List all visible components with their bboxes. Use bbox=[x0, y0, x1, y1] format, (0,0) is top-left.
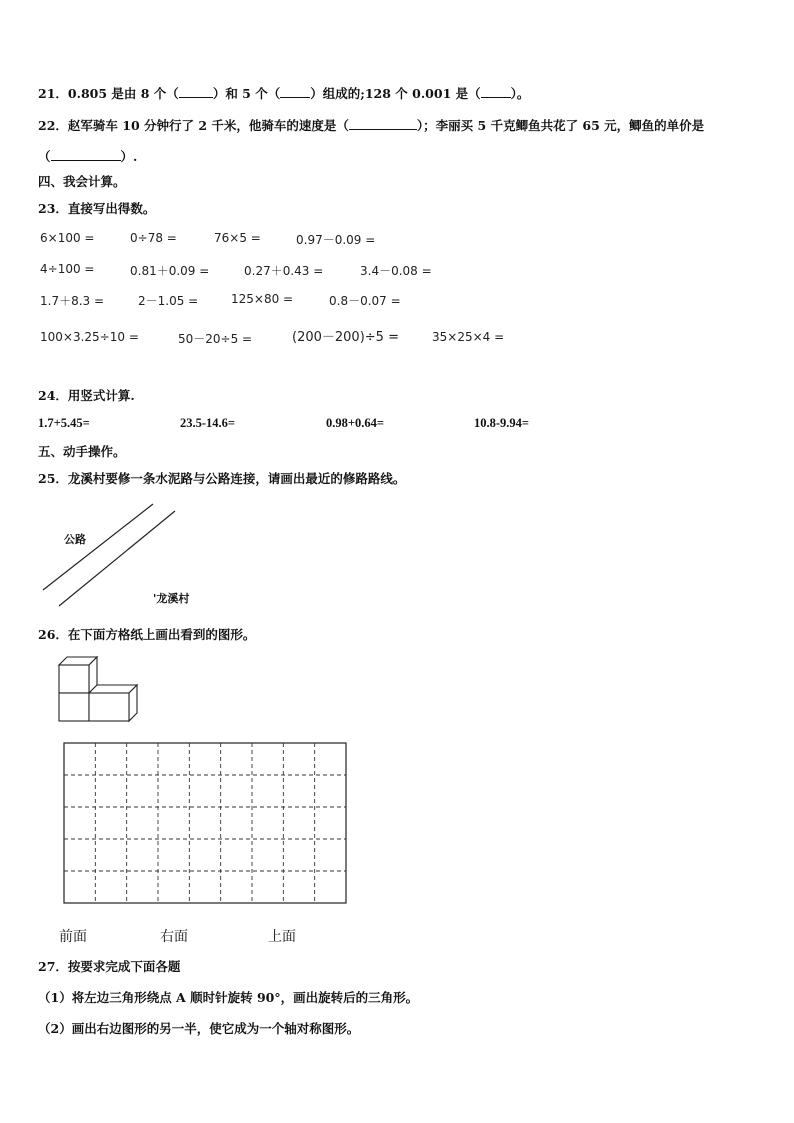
calc-item: 6×100 = bbox=[40, 231, 95, 245]
calc-item: 0.27＋0.43 = bbox=[244, 264, 324, 278]
answer-blank[interactable] bbox=[280, 96, 310, 98]
view-label-top: 上面 bbox=[268, 930, 296, 945]
calc-item: 100×3.25÷10 = bbox=[40, 330, 139, 344]
question-25-title: 25．龙溪村要修一条水泥路与公路连接，请画出最近的修路路线。 bbox=[38, 471, 406, 486]
vertical-calc-item: 23.5-14.6= bbox=[180, 416, 236, 430]
calc-item: 3.4－0.08 = bbox=[360, 264, 432, 278]
calc-item: 4÷100 = bbox=[40, 262, 95, 276]
question-21: 21．0.805 是由 8 个（ ）和 5 个（ ）组成的;128 个 0.001 是（ ）。 bbox=[38, 86, 530, 101]
calc-item: 0.81＋0.09 = bbox=[130, 264, 210, 278]
answer-blank[interactable] bbox=[51, 159, 121, 161]
calc-item: 0.8－0.07 = bbox=[329, 294, 401, 308]
question-number: 22． bbox=[38, 118, 68, 133]
calc-item: 50－20÷5 = bbox=[178, 332, 253, 346]
view-label-right: 右面 bbox=[160, 930, 188, 945]
vertical-calc-item: 0.98+0.64= bbox=[326, 416, 384, 430]
village-label: '龙溪村 bbox=[153, 592, 190, 605]
question-23-title: 23．直接写出得数。 bbox=[38, 201, 156, 216]
road-label: 公路 bbox=[64, 533, 86, 546]
answer-blank[interactable] bbox=[179, 96, 213, 98]
calc-item: 1.7＋8.3 = bbox=[40, 294, 105, 308]
vertical-calc-item: 10.8-9.94= bbox=[474, 416, 530, 430]
question-27-title: 27．按要求完成下面各题 bbox=[38, 959, 181, 974]
question-24-title: 24．用竖式计算. bbox=[38, 388, 135, 403]
question-22: 22．赵军骑车 10 分钟行了 2 千米，他骑车的速度是（ ）；李丽买 5 千克鲫鱼共花了 65 元，鲫鱼的单价是 bbox=[38, 118, 705, 133]
calc-item: 35×25×4 = bbox=[432, 330, 505, 344]
answer-blank[interactable] bbox=[481, 96, 511, 98]
grid-border bbox=[64, 743, 346, 903]
calc-item: 0÷78 = bbox=[130, 231, 177, 245]
square-grid-paper[interactable] bbox=[63, 742, 347, 904]
section-heading-5: 五、动手操作。 bbox=[38, 444, 126, 459]
calc-item: (200－200)÷5 = bbox=[292, 330, 399, 345]
section-heading-4: 四、我会计算。 bbox=[38, 174, 126, 189]
calc-item: 76×5 = bbox=[214, 231, 261, 245]
view-label-front: 前面 bbox=[59, 930, 87, 945]
question-27-part-2: （2）画出右边图形的另一半，使它成为一个轴对称图形。 bbox=[38, 1021, 360, 1036]
question-number: 21． bbox=[38, 86, 68, 101]
vertical-calc-item: 1.7+5.45= bbox=[38, 416, 90, 430]
answer-blank[interactable] bbox=[349, 128, 417, 130]
question-26-title: 26．在下面方格纸上画出看到的图形。 bbox=[38, 627, 256, 642]
calc-item: 2－1.05 = bbox=[138, 294, 199, 308]
question-22-line2: （ ）. bbox=[38, 149, 138, 164]
cube-stack-figure bbox=[55, 653, 155, 733]
road-line bbox=[43, 504, 153, 590]
calc-item: 125×80 = bbox=[231, 292, 294, 306]
question-27-part-1: （1）将左边三角形绕点 A 顺时针旋转 90°，画出旋转后的三角形。 bbox=[38, 990, 419, 1005]
road-diagram bbox=[30, 500, 230, 610]
calc-item: 0.97－0.09 = bbox=[296, 233, 376, 247]
